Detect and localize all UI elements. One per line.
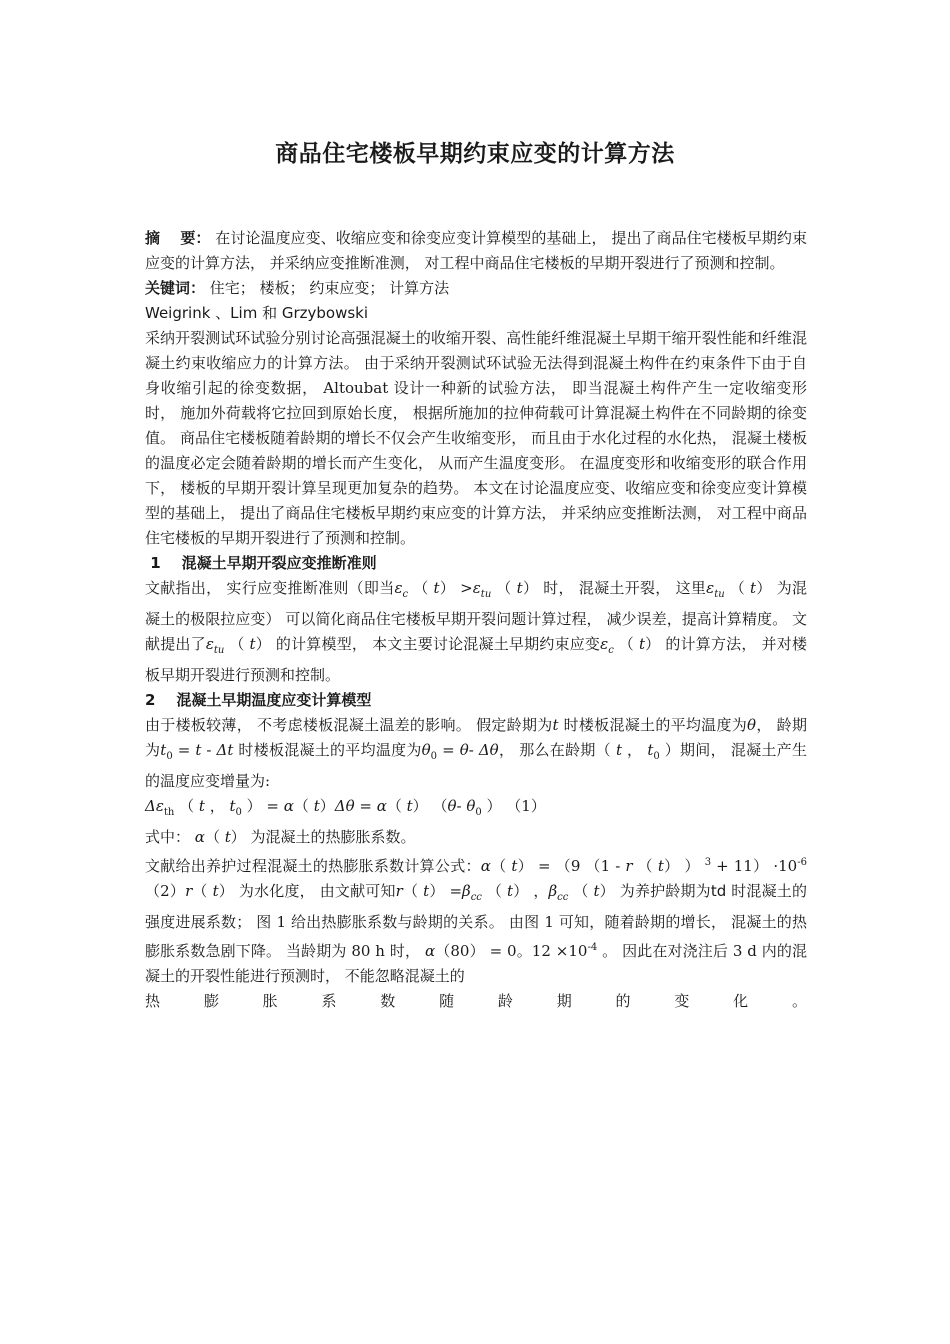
section-1-text-5: 的计算方法， 并对楼板早期开裂进行预测和控制。	[145, 635, 807, 684]
section-2-number: 2	[145, 691, 156, 709]
abstract	[145, 226, 807, 276]
section-1-paragraph: 文献指出， 实行应变推断准则（即当$\varepsilon_c$ （ $t) >\varepsilon_{tu}$ （ t） 时， 混凝土开裂， 这里$\varepsilon_{tu}$ （ t） 为混凝土的极限拉应变） 可以简化商品住宅楼板早期开裂问题计算过程， 减少误差，提高计算精度。 文献提出了$\varepsilon_{tu}$ （ t） 的计算模型， 本文主要讨论混凝土早期约束应变$\varepsilon_c$ （ t） 的计算方法， 并对楼板早期开裂进行预测和控制。	[145, 579, 807, 684]
section-1-text-2: 时， 混凝土开裂， 这里	[543, 579, 707, 597]
document-body	[145, 226, 807, 1014]
section-2-text-7: 文献给出养护过程混凝土的热膨胀系数计算公式：	[145, 857, 481, 875]
section-2-text-11: 。 因此在对浇注后 3 d 内的混凝土的开裂性能进行预测时， 不能忽略混凝土的	[145, 942, 807, 985]
section-2-text-10: 时混凝土的强度进展系数； 图 1 给出热膨胀系数与龄期的关系。 由图 1 可知，随着龄期的增长， 混凝土的热膨胀系数急剧下降。 当龄期为 80 h 时，	[145, 882, 807, 960]
section-2-text-2: 时楼板混凝土的平均温度为	[563, 716, 748, 734]
intro-paragraph: 采纳开裂测试环试验分别讨论高强混凝土的收缩开裂、高性能纤维混凝土早期干缩开裂性能和纤维混凝土约束收缩应力的计算方法。 由于采纳开裂测试环试验无法得到混凝土构件在约束条件下由于自身收缩引起的徐变数据， Altoubat 设计一种新的试验方法， 即当混凝土构件产生一定收缩变形时， 施加外荷载将它拉回到原始长度， 根据所施加的拉伸荷载可计算混凝土构件在不同龄期的徐变值。 商品住宅楼板随着龄期的增长不仅会产生收缩变形， 而且由于水化过程的水化热， 混凝土楼板的温度必定会随着龄期的增长而产生变化， 从而产生温度变形。 在温度变形和收缩变形的联合作用下， 楼板的早期开裂计算呈现更加复杂的趋势。 本文在讨论温度应变、收缩应变和徐变应变计算模型的基础上， 提出了商品住宅楼板早期约束应变的计算方法， 并采纳应变推断法测， 对工程中商品住宅楼板的早期开裂进行了预测和控制。	[145, 329, 807, 547]
keywords-label: 关键词：	[145, 279, 206, 297]
where-text: 为混凝土的热膨胀系数。	[250, 828, 416, 846]
section-1-heading	[145, 551, 807, 576]
equation-1: $\Delta\varepsilon_{th}$ （ t ， $t_0$ ） = α（ t）Δθ = α（ t） （θ- $\theta_0$ ） （1）	[145, 797, 546, 818]
equation-label: （1）	[506, 797, 546, 815]
section-2-text-6: ）期间， 混凝土产生的温度应变增量为:	[145, 741, 807, 790]
section-1-title: 混凝土早期开裂应变推断准则	[181, 554, 377, 572]
section-2-text-5: ， 那么在龄期（	[498, 741, 611, 759]
section-2-title: 混凝土早期温度应变计算模型	[176, 691, 372, 709]
section-2-paragraph-2: 文献给出养护过程混凝土的热膨胀系数计算公式：α（ t） = （9 （1 - r （ t） ） $^3 + 11) \cdot 10^{-6}(2)r$（ t） 为水化度， 由文献可知r（ $t) =\beta_{cc}$ （ t） ，$\beta_{cc}$ （ t） 为养护龄期为td 时混凝土的强度进展系数； 图 1 给出热膨胀系数与龄期的关系。 由图 1 可知，随着龄期的增长， 混凝土的热膨胀系数急剧下降。 当龄期为 80 h 时， α（80） = 0。$12 \times 10^{-4}$ 。 因此在对浇注后 3 d 内的混凝土的开裂性能进行预测时， 不能忽略混凝土的	[145, 857, 807, 985]
equation-1-where: 式中： α（ t） 为混凝土的热膨胀系数。	[145, 828, 416, 846]
keywords	[145, 276, 807, 301]
section-2-text-8: 为水化度， 由文献可知	[238, 882, 396, 900]
where-label: 式中：	[145, 828, 191, 846]
authors-line: Weigrink 、Lim 和 Grzybowski	[145, 304, 369, 322]
abstract-label: 摘 要：	[145, 229, 211, 247]
section-2-paragraph-1: 由于楼板较薄， 不考虑楼板混凝土温差的影响。 假定龄期为t 时楼板混凝土的平均温度为θ， 龄期为$t_0 = t - \Delta t$ 时楼板混凝土的平均温度为$\theta_0 = \theta-$ Δθ， 那么在龄期（ t ， $t_0$ ）期间， 混凝土产生的温度应变增量为:	[145, 716, 807, 790]
document-title: 商品住宅楼板早期约束应变的计算方法	[275, 141, 675, 167]
section-2-heading	[145, 688, 807, 713]
abstract-text: 在讨论温度应变、收缩应变和徐变应变计算模型的基础上， 提出了商品住宅楼板早期约束应变的计算方法， 并采纳应变推断准测， 对工程中商品住宅楼板的早期开裂进行了预测和控制。	[145, 229, 807, 272]
section-2-text-3: ， 龄期为	[145, 716, 807, 759]
keywords-text: 住宅； 楼板； 约束应变； 计算方法	[209, 279, 450, 297]
section-2-text-9: 为养护龄期为	[619, 882, 711, 900]
section-2-last-line: 热 膨 胀 系 数 随 龄 期 的 变 化 。	[145, 992, 807, 1010]
section-1-text-4: 的计算模型， 本文主要讨论混凝土早期约束应变	[275, 635, 601, 653]
section-2-text-4: 时楼板混凝土的平均温度为	[238, 741, 422, 759]
section-2-text-1: 由于楼板较薄， 不考虑楼板混凝土温差的影响。 假定龄期为	[145, 716, 553, 734]
section-1-number: 1	[150, 554, 161, 572]
section-1-text-1: 文献指出， 实行应变推断准则（即当	[145, 579, 395, 597]
section-1-text-3: 为混凝土的极限拉应变） 可以简化商品住宅楼板早期开裂问题计算过程， 减少误差，提高计算精度。 文献提出了	[145, 579, 807, 653]
